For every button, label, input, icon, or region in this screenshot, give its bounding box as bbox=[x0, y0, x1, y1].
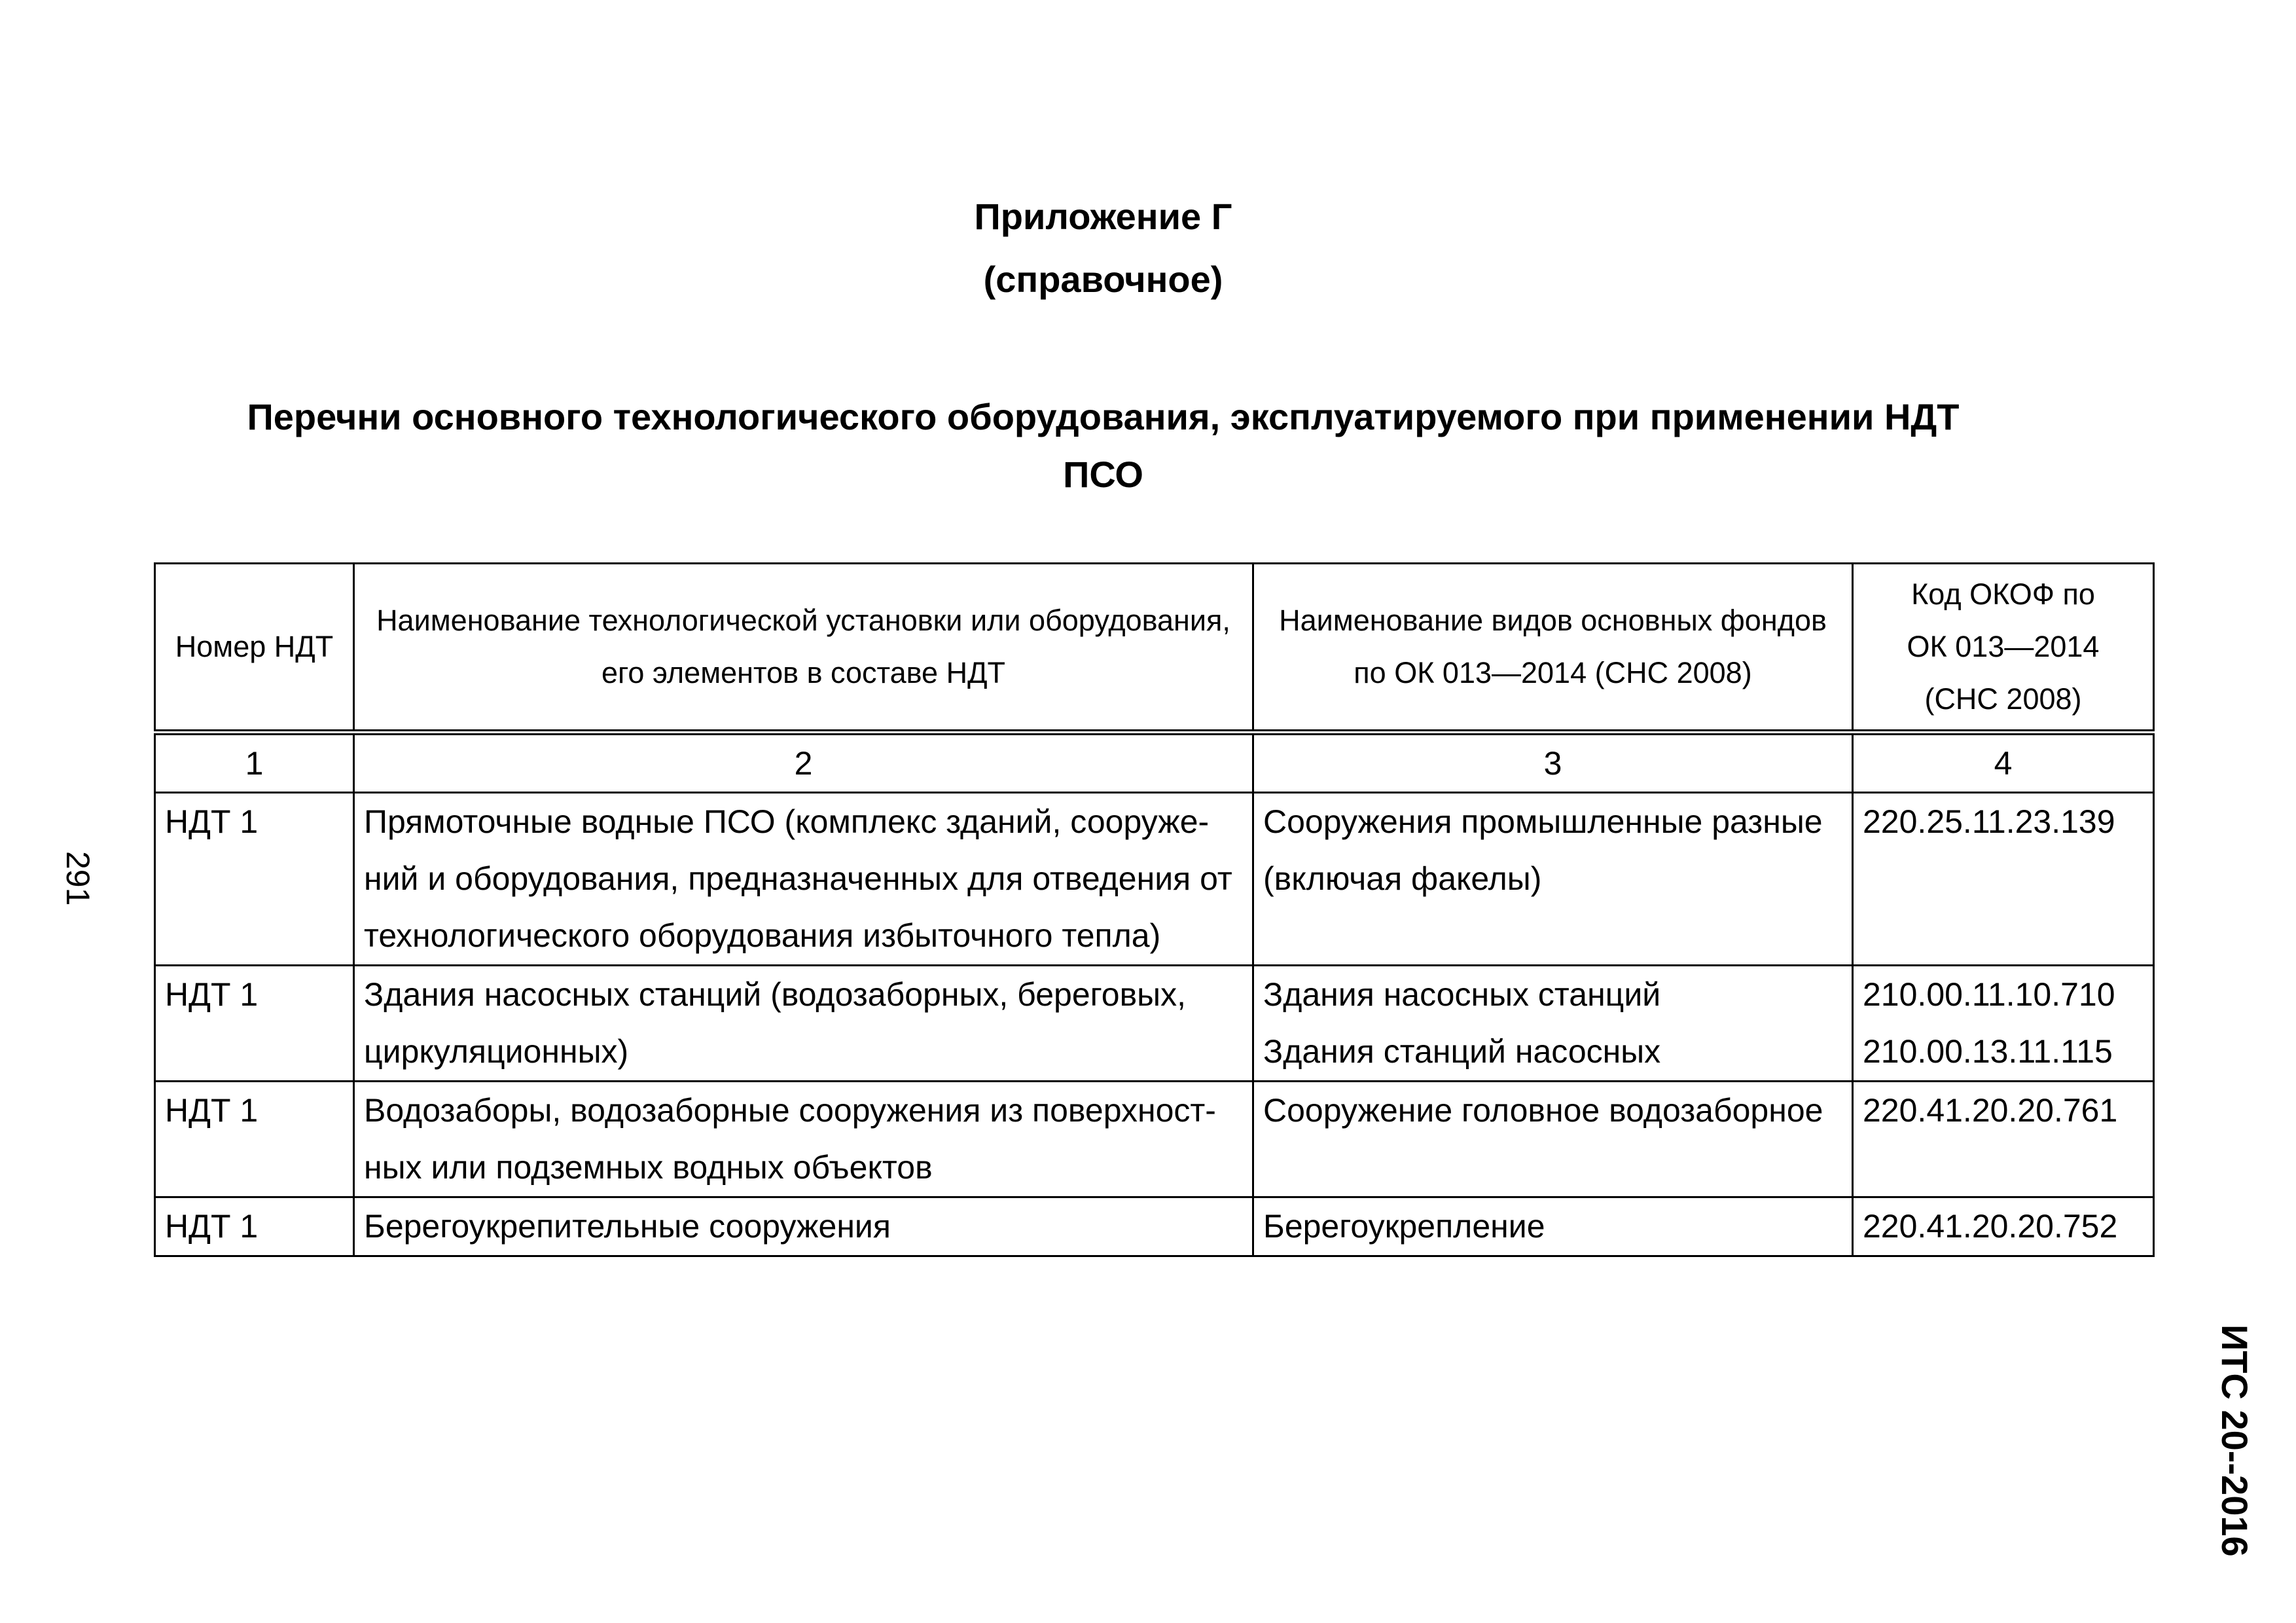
equipment-cell: Прямоточные водные ПСО (комплекс зданий, сооруже- ний и оборудования, предназначенных для отведения от технологического оборудования избыточного тепла) bbox=[354, 793, 1253, 966]
table-row bbox=[155, 1082, 2154, 1197]
column-number: 4 bbox=[1853, 733, 2154, 793]
column-number: 2 bbox=[354, 733, 1253, 793]
column-number: 3 bbox=[1253, 733, 1853, 793]
equipment-cell: Водозаборы, водозаборные сооружения из поверхност- ных или подземных водных объектов bbox=[354, 1082, 1253, 1197]
list-title-line: ПСО bbox=[1063, 454, 1143, 495]
okof-code-cell: 220.41.20.20.761 bbox=[1853, 1082, 2154, 1197]
table-row bbox=[155, 1197, 2154, 1256]
fund-types-cell: Сооружения промышленные разные (включая факелы) bbox=[1253, 793, 1853, 966]
equipment-table bbox=[154, 562, 2155, 1257]
header-ndt-number: Номер НДТ bbox=[155, 564, 354, 733]
okof-code-cell: 220.25.11.23.139 bbox=[1853, 793, 2154, 966]
appendix-subtitle: (справочное) bbox=[983, 259, 1223, 300]
ndt-cell: НДТ 1 bbox=[155, 966, 354, 1082]
column-number: 1 bbox=[155, 733, 354, 793]
table-row bbox=[155, 793, 2154, 966]
fund-types-cell: Сооружение головное водозаборное bbox=[1253, 1082, 1853, 1197]
table-row bbox=[155, 966, 2154, 1082]
document-code: ИТС 20--2016 bbox=[2214, 1324, 2255, 1557]
okof-code-cell: 220.41.20.20.752 bbox=[1853, 1197, 2154, 1256]
list-title-line: Перечни основного технологического оборудования, эксплуатируемого при применении НДТ bbox=[247, 396, 1960, 437]
ndt-cell: НДТ 1 bbox=[155, 793, 354, 966]
equipment-cell: Здания насосных станций (водозаборных, береговых, циркуляционных) bbox=[354, 966, 1253, 1082]
fund-types-cell: Берегоукрепление bbox=[1253, 1197, 1853, 1256]
ndt-cell: НДТ 1 bbox=[155, 1082, 354, 1197]
header-fund-types: Наименование видов основных фондов по ОК 013—2014 (СНС 2008) bbox=[1253, 564, 1853, 733]
appendix-title: Приложение Г bbox=[974, 196, 1232, 237]
equipment-cell: Берегоукрепительные сооружения bbox=[354, 1197, 1253, 1256]
header-okof-code: Код ОКОФ по ОК 013—2014 (СНС 2008) bbox=[1853, 564, 2154, 733]
fund-types-cell: Здания насосных станций Здания станций насосных bbox=[1253, 966, 1853, 1082]
okof-code-cell: 210.00.11.10.710 210.00.13.11.115 bbox=[1853, 966, 2154, 1082]
list-title bbox=[131, 388, 2075, 503]
ndt-cell: НДТ 1 bbox=[155, 1197, 354, 1256]
page-number: 291 bbox=[60, 851, 96, 906]
column-number-row bbox=[155, 733, 2154, 793]
table-header-row bbox=[155, 564, 2154, 733]
header-equipment-name: Наименование технологической установки или оборудования, его элементов в составе НДТ bbox=[354, 564, 1253, 733]
